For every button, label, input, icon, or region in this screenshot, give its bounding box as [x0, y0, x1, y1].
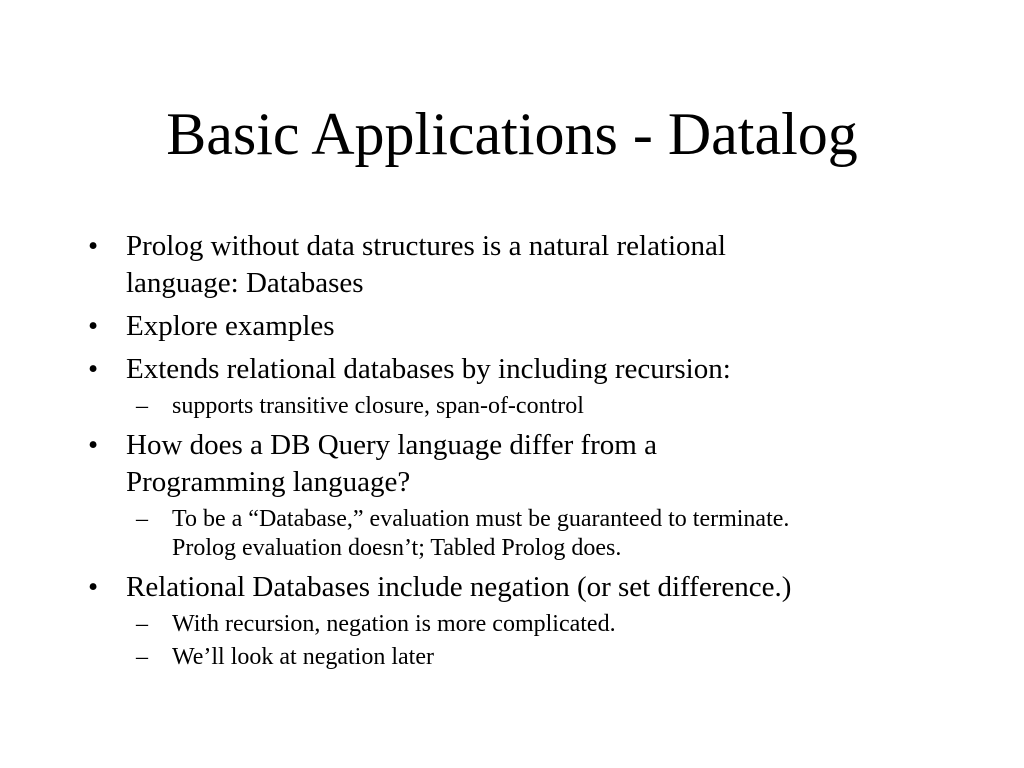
- sub-bullet-item: [88, 643, 968, 672]
- sub-bullet-text: To be a “Database,” evaluation must be guaranteed to terminate.: [172, 506, 790, 532]
- bullet-item: [88, 427, 968, 501]
- dash-icon: –: [136, 644, 148, 670]
- sub-bullet-item: [88, 505, 968, 563]
- dash-icon: –: [136, 506, 148, 532]
- sub-bullet-text: We’ll look at negation later: [172, 644, 434, 670]
- bullet-icon: •: [88, 230, 99, 262]
- bullet-icon: •: [88, 310, 99, 342]
- slide-body: [88, 228, 968, 672]
- bullet-text: Explore examples: [126, 310, 335, 342]
- bullet-text: Relational Databases include negation (or set difference.): [126, 571, 792, 603]
- bullet-item: [88, 569, 968, 606]
- sub-bullet-text: Prolog evaluation doesn’t; Tabled Prolog does.: [172, 535, 622, 561]
- bullet-item: [88, 308, 968, 345]
- dash-icon: –: [136, 393, 148, 419]
- bullet-text: language: Databases: [126, 267, 364, 299]
- bullet-text: Extends relational databases by including recursion:: [126, 353, 731, 385]
- bullet-text: Programming language?: [126, 466, 411, 498]
- sub-bullet-item: [88, 392, 968, 421]
- bullet-text: Prolog without data structures is a natural relational: [126, 230, 726, 262]
- sub-bullet-text: With recursion, negation is more complicated.: [172, 611, 616, 637]
- slide-title: Basic Applications - Datalog: [166, 101, 858, 167]
- bullet-item: [88, 228, 968, 302]
- bullet-text: How does a DB Query language differ from a: [126, 429, 657, 461]
- dash-icon: –: [136, 611, 148, 637]
- sub-bullet-text: supports transitive closure, span-of-control: [172, 393, 584, 419]
- bullet-icon: •: [88, 429, 99, 461]
- bullet-icon: •: [88, 353, 99, 385]
- bullet-item: [88, 351, 968, 388]
- bullet-icon: •: [88, 571, 99, 603]
- sub-bullet-item: [88, 610, 968, 639]
